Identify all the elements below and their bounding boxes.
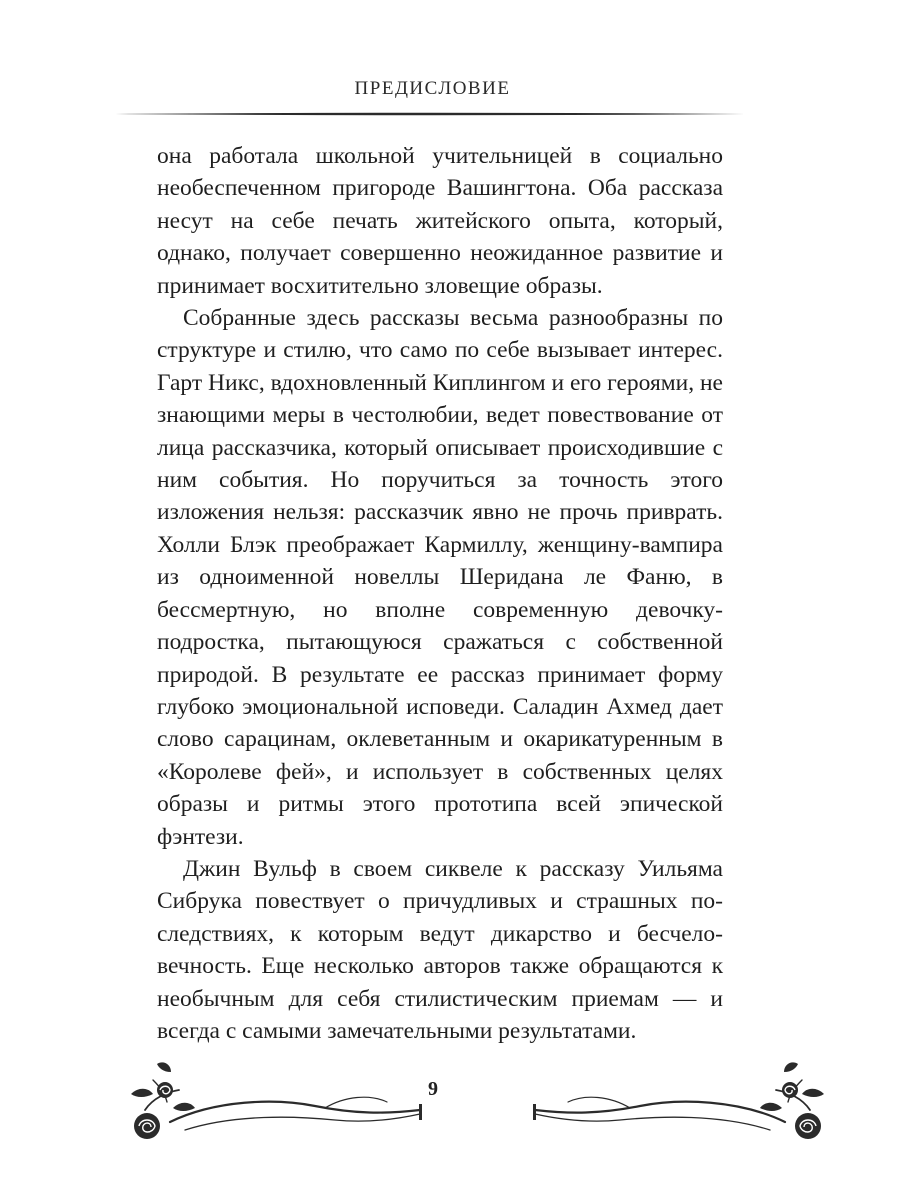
header-rule <box>115 112 745 116</box>
body-text <box>157 140 723 1047</box>
rose-ornament-left-icon <box>125 1050 425 1145</box>
paragraph: Джин Вульф в своем сиквеле к рассказу Уильяма Сибрука повествует о причудливых и страшных последствиях, к которым ведут дикарство и бесчеловечность. Еще несколько авторов также обращаются к необычным для себя стилистическим приемам — и всегда с самыми замечательными результатами. <box>157 855 723 1044</box>
paragraph: Собранные здесь рассказы весьма разнообразны по структуре и стилю, что само по себе вызывает интерес. Гарт Никс, вдохновленный Киплингом и его героями, не знающими меры в честолюбии, ведет повествование от лица рассказчика, который описывает происходившие с ним события. Но поручиться за точность этого изложения нельзя: рассказчик явно не прочь приврать. Холли Блэк преображает Кармиллу, женщину-вампира из одноименной новеллы Шеридана ле Фаню, в бессмертную, но вполне современную девочку-подростка, пытающуюся сражаться с собственной природой. В результате ее рассказ принимает форму глубоко эмоциональной исповеди. Саладин Ахмед дает слово сарацинам, оклеветанным и окарикатуренным в «Королеве фей», и использует в собственных целях образы и ритмы этого прототипа всей эпической фэнтези. <box>157 305 723 850</box>
page-number: 9 <box>428 1078 438 1100</box>
paragraph: она работала школьной учительницей в социально необеспеченном пригороде Вашингтона. Оба рассказа несут на себе печать житейского опыта, который, однако, получает совершенно неожиданное развитие и принимает восхитительно зловещие образы. <box>157 143 723 299</box>
rose-ornament-right-icon <box>530 1050 830 1145</box>
running-header: ПРЕДИСЛОВИЕ <box>354 78 511 99</box>
